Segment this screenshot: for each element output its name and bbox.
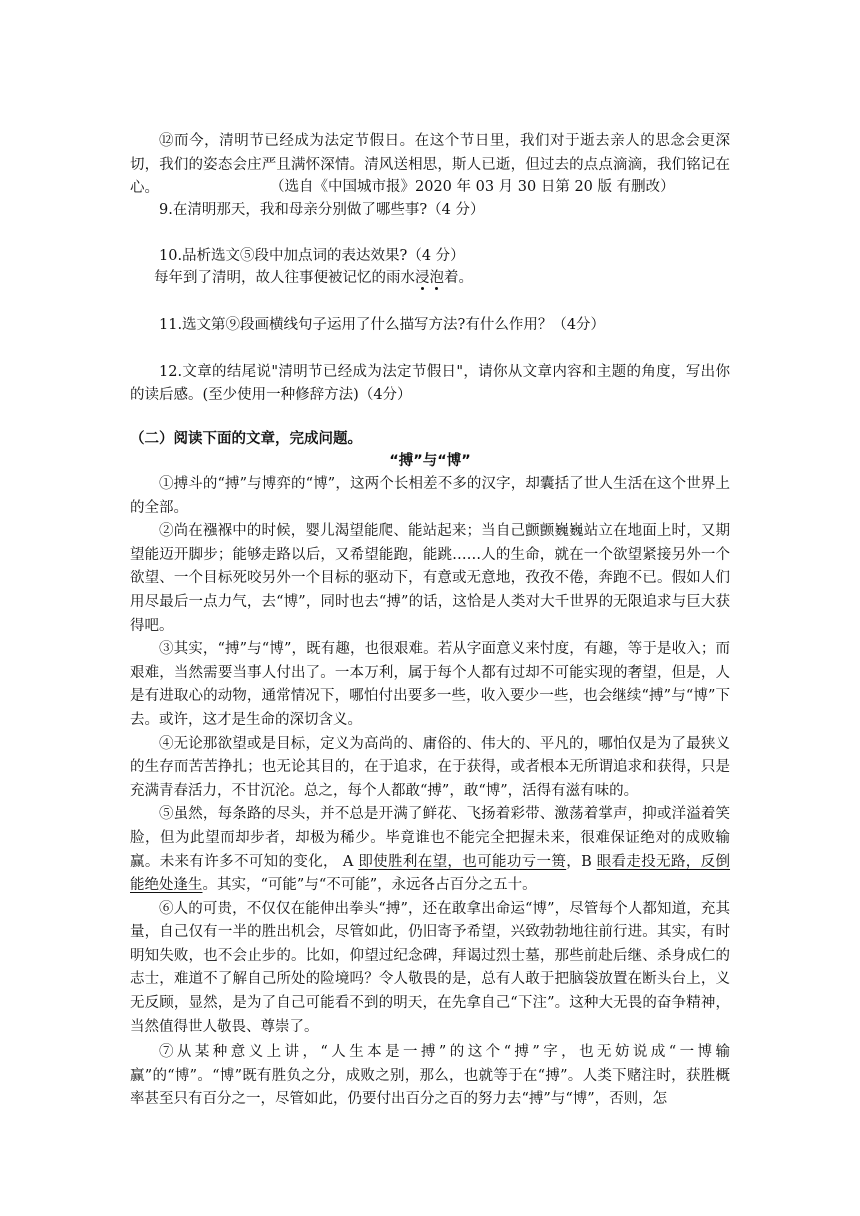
paragraph-6: ⑥人的可贵，不仅仅在能伸出拳头“搏”，还在敢拿出命运“博”，尽管每个人都知道，充其量，自己仅有一半的胜出机会，尽管如此，仍旧寄予希望，兴致勃勃地往前行进。其实，有时明知失败，也不会止步的。比如，仰望过纪念碑，拜谒过烈士墓，那些前赴后继、杀身成仁的志士，难道不了解自己所处的险境吗？令人敬畏的是，总有人敢于把脑袋放置在断头台上，义无反顾，显然，是为了自己可能看不到的明天，在先拿自己“下注”。这种大无畏的奋争精神，当然值得世人敬畏、尊崇了。 (130, 900, 730, 1035)
paragraph-5-part-b: ，B (566, 853, 597, 870)
dotted-char-1: 浸 (415, 270, 430, 286)
paragraph-1: ①搏斗的“搏”与博弈的“博”，这两个长相差不多的汉字，却囊括了世人生活在这个世界上的全部。 (130, 476, 730, 516)
paragraph-5-part-c: 。其实，“可能”与“不可能”，永远各占百分之五十。 (202, 877, 537, 894)
paragraph-5 (130, 803, 730, 897)
source-citation: （选自《中国城市报》2020 年 03 月 30 日第 20 版 有删改） (270, 179, 675, 195)
question-9 (130, 199, 730, 221)
paragraph-2: ②尚在襁褓中的时候，婴儿渴望能爬、能站起来；当自己颤颤巍巍站立在地面上时，又期望能迈开脚步；能够走路以后，又希望能跑，能跳……人的生命，就在一个欲望紧接另外一个欲望、一个目标死咬另外一个目标的驱动下，有意或无意地，孜孜不倦，奔跑不已。假如人们用尽最后一点力气，去“博”，同时也去“搏”的话，这恰是人类对大千世界的无限追求与巨大获得吧。 (130, 523, 730, 634)
section-2-heading: （二）阅读下面的文章，完成问题。 (130, 431, 362, 447)
question-12 (130, 361, 730, 406)
question-10-sentence (154, 267, 730, 289)
sentence-after: 着。 (444, 270, 473, 286)
sentence-before: 每年到了清明，故人往事便被记忆的雨水 (154, 270, 415, 286)
question-10 (130, 245, 730, 267)
article-body (130, 473, 730, 1112)
paragraph-3: ③其实，“搏”与“博”，既有趣，也很艰难。若从字面意义来忖度，有趣，等于是收入；而艰难，当然需要当事人付出了。一本万利，属于每个人都有过却不可能实现的奢望，但是，人是有进取心的动物，通常情况下，哪怕付出要多一些，收入要少一些，也会继续“搏”与“博”下去。或许，这才是生命的深切含义。 (130, 641, 730, 728)
underlined-sentence-a: 即使胜利在望，也可能功亏一篑 (358, 853, 567, 870)
paragraph-5-part-a: ⑤虽然，每条路的尽头，并不总是开满了鲜花、飞扬着彩带、激荡着掌声，抑或洋溢着笑脸，但为此望而却步者，却极为稀少。毕竟谁也不能完全把握未来，很难保证绝对的成败输赢。未来有许多不可知的变化， A (130, 806, 730, 870)
question-10-text: 10.品析选文⑤段中加点词的表达效果?（4 分） (159, 248, 465, 264)
paragraph-4: ④无论那欲望或是目标，定义为高尚的、庸俗的、伟大的、平凡的，哪怕仅是为了最狭义的生存而苦苦挣扎；也无论其目的，在于追求，在于获得，或者根本无所谓追求和获得，只是充满青春活力，不甘沉沦。总之，每个人都敢“搏”，敢“博”，活得有滋有味的。 (130, 735, 730, 799)
underlined-sentence-b: 眼看走投无路，反倒能绝处逢生 (130, 853, 731, 894)
question-12-text: 12.文章的结尾说"清明节已经成为法定节假日"，请你从文章内容和主题的角度，写出你的读后感。(至少使用一种修辞方法)（4分） (130, 364, 730, 403)
question-11-text: 11.选文第⑨段画横线句子运用了什么描写方法?有什么作用？（4分） (159, 317, 606, 333)
question-9-text: 9.在清明那天，我和母亲分别做了哪些事?（4 分） (159, 202, 485, 218)
article-title: “搏”与“博” (389, 453, 471, 469)
paragraph-7: ⑦从某种意义上讲，“人生本是一搏”的这个“搏”字，也无妨说成“一博输赢”的“博”。“博”既有胜负之分，成败之别，那么，也就等于在“搏”。人类下赌注时，获胜概率甚至只有百分之一，尽管如此，仍要付出百分之百的努力去“搏”与“博”，否则，怎 (130, 1044, 730, 1108)
paragraph-12-text: ⑫而今，清明节已经成为法定节假日。在这个节日里，我们对于逝去亲人的思念会更深切，我们的姿态会庄严且满怀深情。清风送相思，斯人已逝，但过去的点点滴滴，我们铭记在心。 (130, 133, 730, 197)
question-11 (130, 314, 730, 336)
dotted-char-2: 泡 (429, 270, 444, 286)
